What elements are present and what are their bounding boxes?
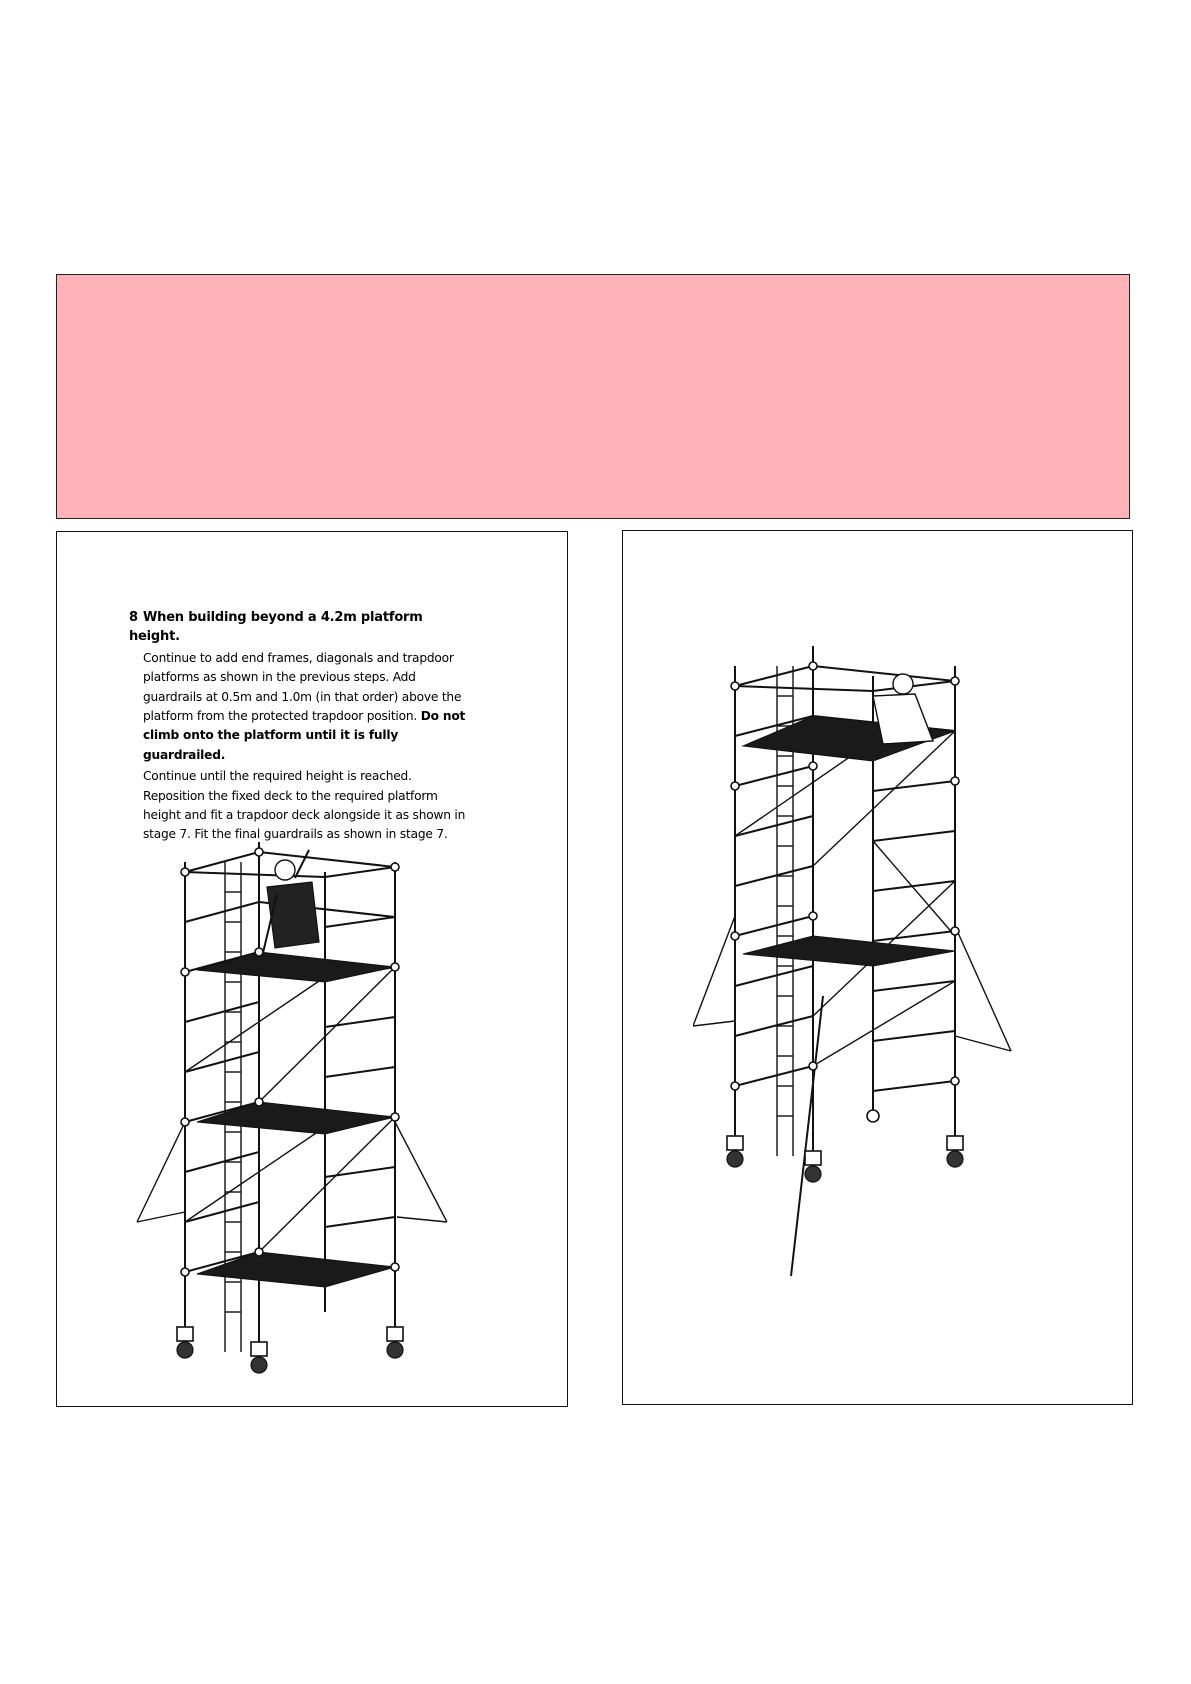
step-8-panel [56,531,568,1407]
step-heading [129,608,473,647]
completed-tower-panel [622,530,1133,1405]
pink-banner [56,274,1130,519]
step-paragraph-1-text: Continue to add end frames, diagonals and trapdoor platforms as shown in the previous steps. Add guardrails at 0.5m and 1.0m (in that order) above the platform from the protected trapdoor position. [143,650,462,724]
step-paragraph-1 [143,649,473,765]
step-warning: Do not climb onto the platform until it is fully guardrailed. [143,709,466,762]
scaffold-tower-illustration-right [693,636,1053,1276]
scaffold-tower-illustration-left [127,782,547,1402]
step-paragraph-2: Continue until the required height is reached. Reposition the fixed deck to the required platform height and fit a trapdoor deck alongside it as shown in stage 7. Fit the final guardrails as shown in stage 7. [143,769,466,842]
step-number: 8 [129,610,138,625]
step-title: When building beyond a 4.2m platform height. [129,610,423,645]
